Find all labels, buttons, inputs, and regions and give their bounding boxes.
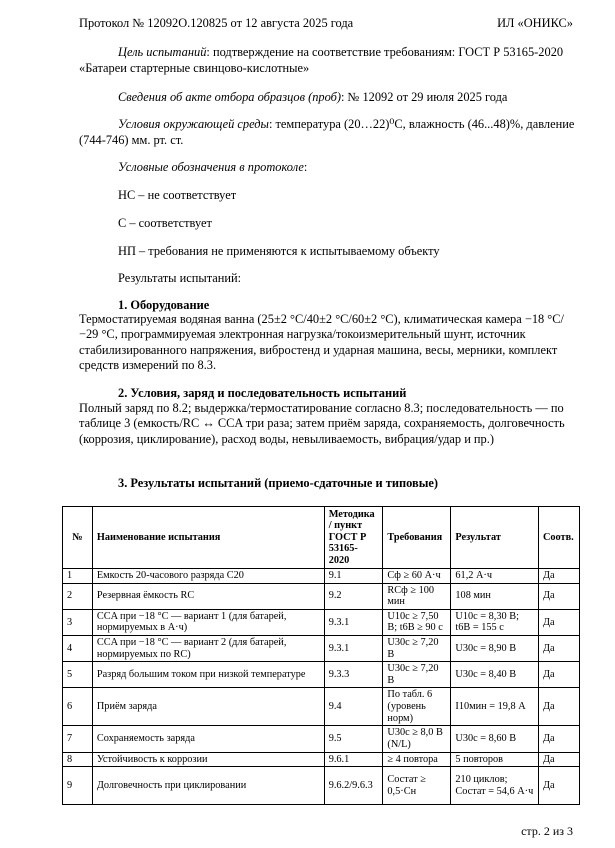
legend-label: Условные обозначения в протоколе — [118, 160, 304, 174]
table-header-row — [63, 507, 580, 569]
table-row — [63, 609, 580, 635]
environment-label: Условия окружающей среды — [118, 117, 269, 131]
table-row — [63, 767, 580, 805]
table-row — [63, 688, 580, 726]
cell-result: U10с = 8,30 В; t6В = 155 с — [451, 609, 539, 635]
environment-paragraph — [79, 117, 577, 148]
header-name: Наименование испытания — [92, 507, 324, 569]
purpose-label: Цель испытаний — [118, 45, 207, 59]
cell-method: 9.3.1 — [324, 609, 383, 635]
section-title: 1. Оборудование — [118, 298, 210, 312]
protocol-header: Протокол № 12092О.120825 от 12 августа 2025 года — [79, 16, 354, 30]
header-compliance: Соотв. — [538, 507, 579, 569]
cell-result: 108 мин — [451, 583, 539, 609]
table-row — [63, 726, 580, 752]
legend-colon: : — [303, 160, 308, 174]
cell-compliance: Да — [538, 662, 579, 688]
cell-no: 6 — [63, 688, 93, 726]
section-body: Полный заряд по 8.2; выдержка/термостатирование согласно 8.3; последовательность — по таблице 3 (емкость/RC ↔ CCA три раза; затем приём заряда, сохраняемость, долговечность (коррозия, циклирование), расход воды, невыливаемость, вибрация/удар и пр.) — [79, 401, 565, 446]
results-table — [62, 506, 580, 805]
cell-compliance: Да — [538, 726, 579, 752]
cell-no: 7 — [63, 726, 93, 752]
table-row — [63, 583, 580, 609]
cell-compliance: Да — [538, 688, 579, 726]
table-row — [63, 662, 580, 688]
section-body: Термостатируемая водяная ванна (25±2 °C/40±2 °C/60±2 °C), климатическая камера −18 °C/−29 °C, программируемая электронная нагрузка/токоизмерительный шунт, источник стабилизированного напряжения, вибростенд и ударная машина, весы, мерники, комплект средств измерений по 8.3. — [79, 312, 564, 373]
cell-requirements: U30с ≥ 7,20 В — [383, 662, 451, 688]
cell-result: I10мин = 19,8 А — [451, 688, 539, 726]
cell-no: 1 — [63, 569, 93, 584]
sampling-paragraph — [79, 90, 577, 106]
cell-result: U30с = 8,90 В — [451, 635, 539, 661]
legend-item: НС – не соответствует — [118, 188, 237, 202]
sampling-text: : № 12092 от 29 июля 2025 года — [341, 90, 508, 104]
header-method: Методика / пункт ГОСТ Р 53165-2020 — [324, 507, 383, 569]
cell-no: 8 — [63, 752, 93, 767]
results-intro: Результаты испытаний: — [118, 271, 242, 285]
cell-requirements: RCф ≥ 100 мин — [383, 583, 451, 609]
cell-name: Сохраняемость заряда — [92, 726, 324, 752]
purpose-paragraph — [79, 45, 577, 76]
environment-text: : температура (20…22)⁰С, влажность (46...48)%, давление (744-746) мм. рт. ст. — [79, 117, 575, 147]
cell-requirements: U30с ≥ 8,0 В (N/L) — [383, 726, 451, 752]
table-row — [63, 752, 580, 767]
cell-compliance: Да — [538, 635, 579, 661]
cell-no: 4 — [63, 635, 93, 661]
cell-result: 61,2 А·ч — [451, 569, 539, 584]
cell-requirements: U30с ≥ 7,20 В — [383, 635, 451, 661]
cell-result: 5 повторов — [451, 752, 539, 767]
cell-method: 9.6.2/9.6.3 — [324, 767, 383, 805]
legend-item: НП – требования не применяются к испытываемому объекту — [118, 244, 440, 258]
table-row — [63, 635, 580, 661]
cell-compliance: Да — [538, 752, 579, 767]
header-no: № — [63, 507, 93, 569]
cell-method: 9.5 — [324, 726, 383, 752]
section-title: 3. Результаты испытаний (приемо-сдаточные и типовые) — [118, 476, 439, 490]
header-requirements: Требования — [383, 507, 451, 569]
cell-name: Приём заряда — [92, 688, 324, 726]
cell-name: Устойчивость к коррозии — [92, 752, 324, 767]
purpose-text: : подтверждение на соответствие требованиям: ГОСТ Р 53165-2020 «Батареи стартерные свинцово-кислотные» — [79, 45, 564, 75]
cell-method: 9.4 — [324, 688, 383, 726]
cell-name: Долговечность при циклировании — [92, 767, 324, 805]
legend-heading — [118, 160, 307, 175]
cell-requirements: Состат ≥ 0,5·Сн — [383, 767, 451, 805]
cell-no: 3 — [63, 609, 93, 635]
cell-name: CCA при −18 °C — вариант 1 (для батарей, нормируемых в А·ч) — [92, 609, 324, 635]
cell-method: 9.6.1 — [324, 752, 383, 767]
sampling-label: Сведения об акте отбора образцов (проб) — [118, 90, 341, 104]
cell-compliance: Да — [538, 767, 579, 805]
cell-compliance: Да — [538, 569, 579, 584]
cell-result: U30с = 8,60 В — [451, 726, 539, 752]
cell-compliance: Да — [538, 583, 579, 609]
cell-method: 9.3.1 — [324, 635, 383, 661]
cell-name: CCA при −18 °C — вариант 2 (для батарей, нормируемых по RC) — [92, 635, 324, 661]
cell-requirements: По табл. 6 (уровень норм) — [383, 688, 451, 726]
cell-requirements: Сф ≥ 60 А·ч — [383, 569, 451, 584]
cell-name: Емкость 20-часового разряда С20 — [92, 569, 324, 584]
section-title: 2. Условия, заряд и последовательность испытаний — [118, 386, 407, 400]
page-number: стр. 2 из 3 — [521, 824, 573, 838]
cell-compliance: Да — [538, 609, 579, 635]
legend-item: С – соответствует — [118, 216, 212, 230]
cell-result: 210 циклов; Состат = 54,6 А·ч — [451, 767, 539, 805]
cell-no: 5 — [63, 662, 93, 688]
header-result: Результат — [451, 507, 539, 569]
cell-no: 9 — [63, 767, 93, 805]
cell-method: 9.2 — [324, 583, 383, 609]
cell-method: 9.1 — [324, 569, 383, 584]
cell-name: Разряд большим током при низкой температуре — [92, 662, 324, 688]
cell-requirements: ≥ 4 повтора — [383, 752, 451, 767]
cell-method: 9.3.3 — [324, 662, 383, 688]
table-row — [63, 569, 580, 584]
lab-name: ИЛ «ОНИКС» — [497, 16, 573, 30]
cell-requirements: U10с ≥ 7,50 В; t6В ≥ 90 с — [383, 609, 451, 635]
cell-result: U30с = 8,40 В — [451, 662, 539, 688]
cell-name: Резервная ёмкость RC — [92, 583, 324, 609]
cell-no: 2 — [63, 583, 93, 609]
